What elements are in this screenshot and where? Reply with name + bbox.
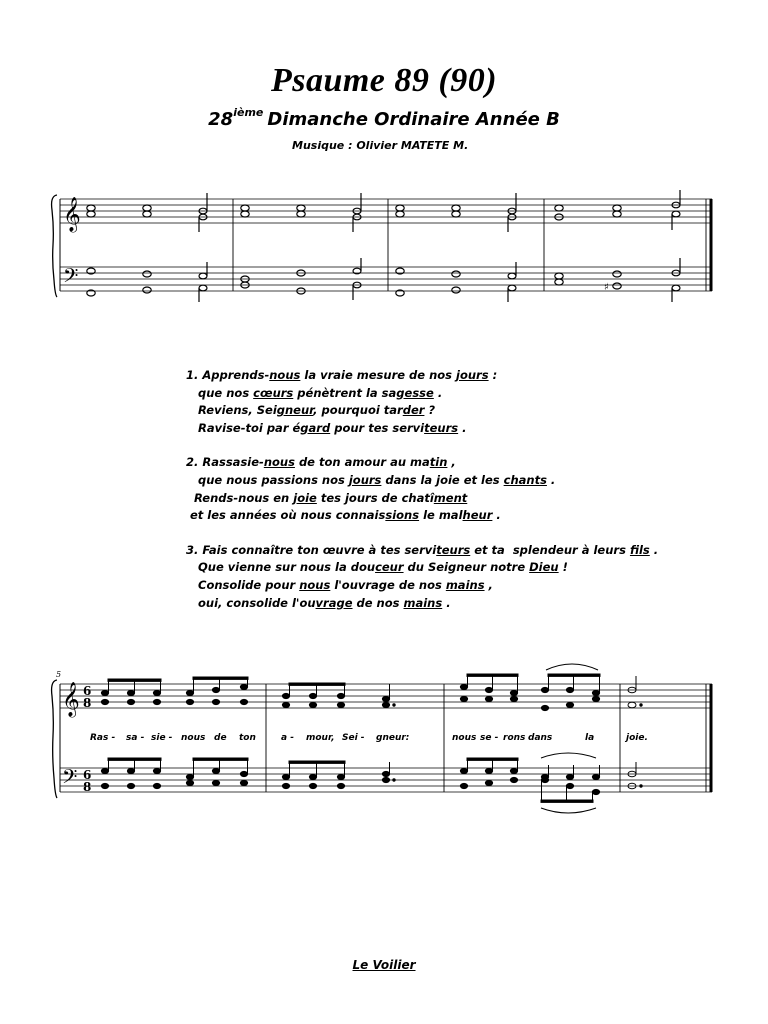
- verse-text: .: [433, 385, 443, 400]
- verse-line: [186, 385, 706, 403]
- lyric-syllable: sa -: [126, 733, 145, 743]
- bass-clef-icon-2: 𝄢: [62, 765, 78, 793]
- verse-text: ?: [424, 403, 436, 418]
- lyric-syllable: dans: [528, 733, 553, 743]
- accented-syllable: fils: [629, 542, 650, 557]
- verse-text: 3. Fais connaître ton œuvre à tes servi: [186, 542, 437, 557]
- accented-syllable: Dieu: [529, 560, 559, 575]
- verse-line: [186, 490, 706, 508]
- staff-lines: [60, 199, 712, 291]
- system-brace-2: [52, 680, 57, 798]
- verses-block: [186, 367, 706, 629]
- accented-syllable: sions: [385, 508, 420, 523]
- verse-text: que nous passions nos: [186, 472, 349, 487]
- verse-text: oui, consolide l'ou: [186, 595, 316, 610]
- lyric-syllable: ton: [239, 733, 256, 743]
- score-refrain: [0, 180, 768, 320]
- page-title: Psaume 89 (90): [270, 62, 498, 99]
- lyric-syllable: nous: [452, 733, 477, 743]
- verse-text: , pourquoi tar: [313, 403, 403, 418]
- accented-syllable: joie: [293, 490, 317, 505]
- verse-text: :: [488, 368, 498, 382]
- lyric-syllable: mour,: [306, 733, 335, 743]
- verse-line: [186, 454, 706, 472]
- verse-text: et ta splendeur à leurs: [470, 542, 630, 557]
- verse-text: .: [492, 508, 501, 523]
- time-signature-top: 6: [83, 684, 92, 698]
- accented-syllable: nous: [299, 577, 331, 592]
- lyric-syllable: de: [214, 733, 227, 743]
- verse-text: .: [546, 472, 556, 487]
- verse-text: 1. Apprends-: [186, 368, 270, 382]
- lyric-syllable: nous: [181, 733, 206, 743]
- verse-1: [186, 367, 706, 437]
- verse-text: pour tes servi: [330, 420, 425, 435]
- verse-line: [186, 472, 706, 490]
- subtitle-text: Dimanche Ordinaire Année B: [267, 109, 560, 130]
- verse-line: [186, 577, 706, 595]
- verse-text: Ravise-toi par é: [186, 420, 301, 435]
- accented-syllable: nous: [269, 368, 301, 382]
- accented-syllable: mains: [403, 595, 443, 610]
- verse-text: que nos: [186, 385, 254, 400]
- verse-3: [186, 542, 706, 612]
- lyric-syllable: joie.: [626, 733, 648, 743]
- verse-text: Rends-nous en: [186, 490, 294, 505]
- lyric-syllable: rons: [503, 733, 526, 743]
- accented-syllable: chants: [503, 472, 547, 487]
- accented-syllable: jours: [348, 472, 382, 487]
- sharp-icon: ♯: [604, 282, 609, 293]
- accented-syllable: gneur: [276, 403, 314, 418]
- lyrics-row: [90, 733, 648, 743]
- verse-text: le mal: [419, 508, 463, 523]
- verse-line: [186, 507, 706, 525]
- verse-text: dans la joie et les: [381, 472, 504, 487]
- lyric-syllable: la: [585, 733, 595, 743]
- verse-text: 2. Rassasie-: [186, 455, 264, 470]
- accented-syllable: cœurs: [253, 385, 294, 400]
- verse-text: Reviens, Sei: [186, 403, 277, 418]
- lyric-syllable: Sei -: [342, 733, 365, 743]
- accented-syllable: ment: [433, 490, 468, 505]
- verse-text: ,: [484, 577, 493, 592]
- verse-line: [186, 542, 706, 560]
- verse-line: [186, 559, 706, 577]
- verse-text: de ton amour au ma: [294, 455, 430, 470]
- verse-text: et les années où nous connais: [186, 508, 386, 523]
- accented-syllable: nous: [263, 455, 295, 470]
- treble-clef-icon-2: 𝄞: [62, 682, 80, 717]
- accented-syllable: ceur: [375, 560, 404, 575]
- treble-clef-icon: 𝄞: [63, 197, 81, 232]
- footer-publisher: Le Voilier: [352, 958, 416, 972]
- page-subtitle: [0, 106, 768, 130]
- accented-syllable: heur: [462, 508, 493, 523]
- verse-text: Que vienne sur nous la dou: [186, 560, 376, 575]
- system-brace: [52, 195, 57, 297]
- verse-text: pénètrent la sa: [293, 385, 397, 400]
- accented-syllable: teurs: [436, 542, 471, 557]
- accented-syllable: jours: [456, 368, 489, 382]
- lyric-syllable: a -: [281, 733, 294, 743]
- verse-line: [186, 595, 706, 613]
- accented-syllable: tin: [429, 455, 448, 470]
- accented-syllable: der: [402, 403, 425, 418]
- lyric-syllable: gneur:: [376, 733, 410, 743]
- verse-text: .: [458, 420, 467, 435]
- verse-text: l'ouvrage de nos: [330, 577, 446, 592]
- subtitle-number: 28: [208, 109, 234, 130]
- verse-text: du Seigneur notre: [403, 560, 530, 575]
- verse-text: !: [558, 560, 568, 575]
- accented-syllable: gard: [300, 420, 331, 435]
- bass-clef-icon: 𝄢: [63, 264, 79, 292]
- verse-text: ,: [447, 455, 456, 470]
- lyric-syllable: se -: [480, 733, 499, 743]
- verse-text: de nos: [352, 595, 404, 610]
- verse-text: tes jours de chatî: [316, 490, 434, 505]
- measure-number: 5: [56, 670, 62, 679]
- verse-text: .: [649, 542, 659, 557]
- verse-text: .: [442, 595, 451, 610]
- lyric-syllable: Ras -: [90, 733, 116, 743]
- time-signature-top-bass: 6: [83, 768, 92, 782]
- verse-text: Consolide pour: [186, 577, 300, 592]
- verse-2: [186, 454, 706, 524]
- accented-syllable: gesse: [396, 385, 434, 400]
- accented-syllable: mains: [445, 577, 485, 592]
- composer-credit: Musique : Olivier MATETE M.: [292, 139, 469, 152]
- verse-text: la vraie mesure de nos: [300, 368, 457, 382]
- verse-line: [186, 402, 706, 420]
- lyric-syllable: sie -: [151, 733, 173, 743]
- subtitle-superscript: ième: [233, 106, 264, 119]
- time-signature-bottom: 8: [83, 696, 92, 710]
- verse-line: [186, 367, 706, 385]
- time-signature-bottom-bass: 8: [83, 780, 92, 794]
- accented-syllable: vrage: [315, 595, 353, 610]
- score-melody: [0, 660, 768, 820]
- accented-syllable: teurs: [424, 420, 459, 435]
- verse-line: [186, 420, 706, 438]
